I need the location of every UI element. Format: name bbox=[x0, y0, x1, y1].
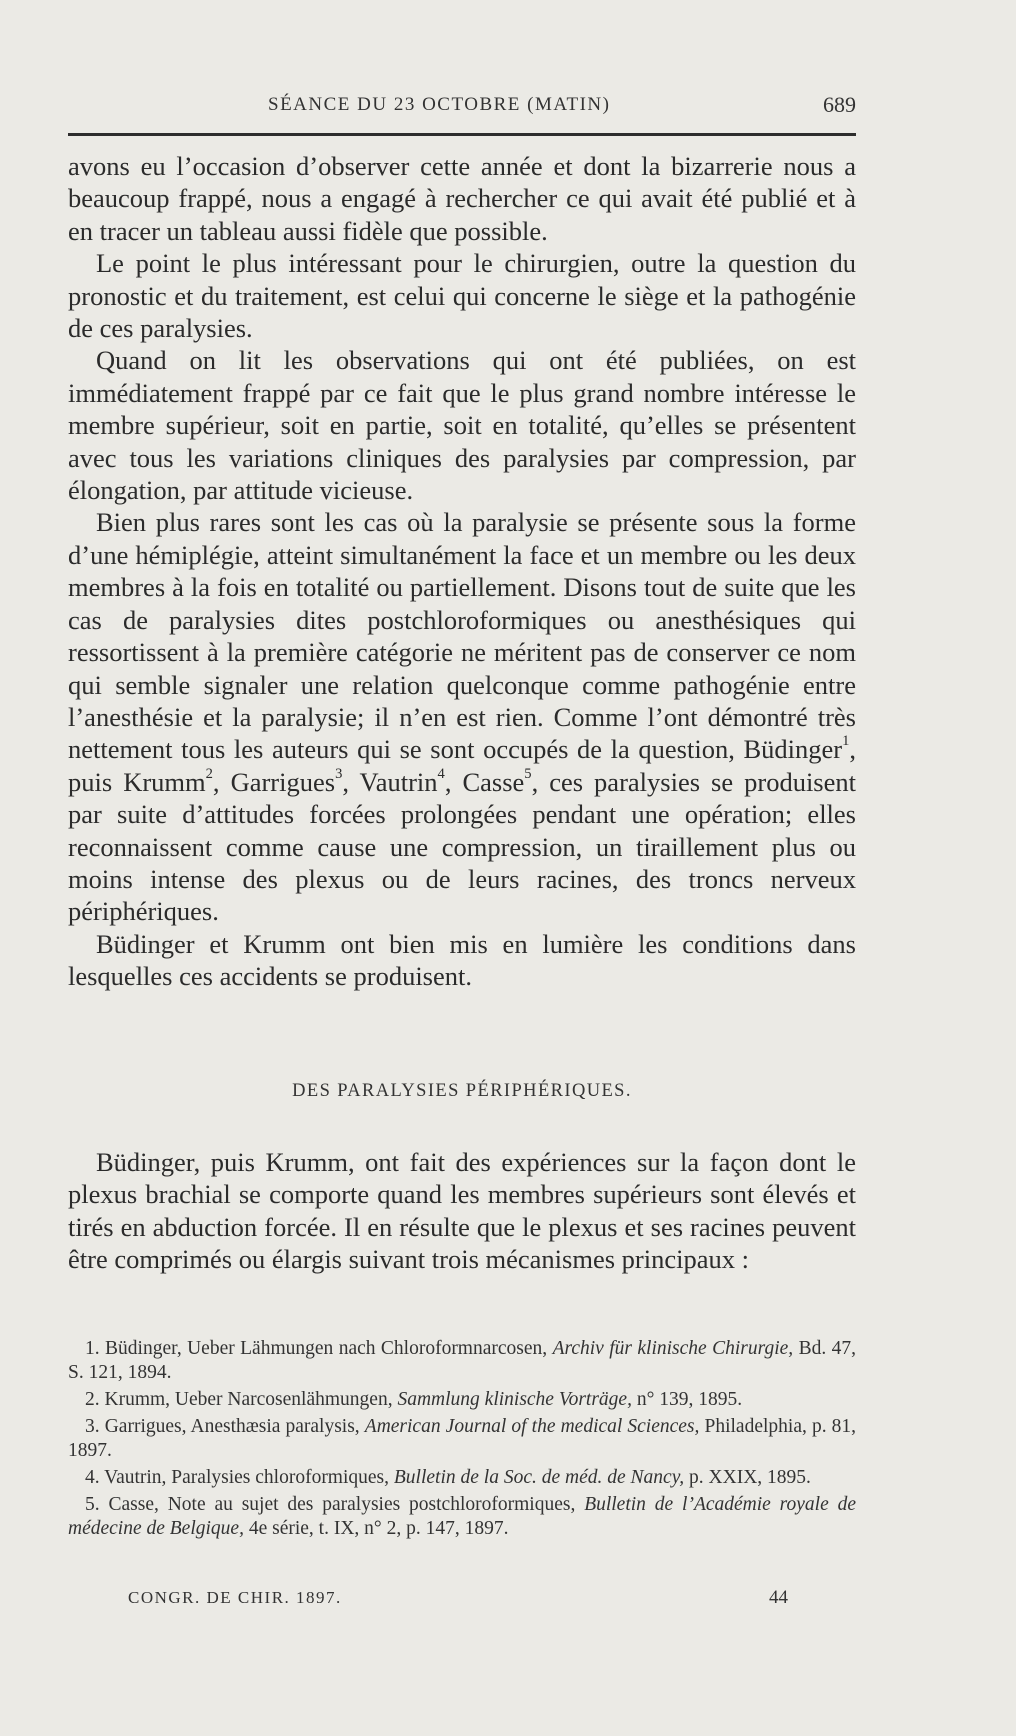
footnote-number: 5. bbox=[85, 1494, 100, 1515]
header-rule bbox=[68, 133, 856, 136]
running-header bbox=[68, 90, 856, 124]
signature-mark: CONGR. DE CHIR. 1897. bbox=[128, 1588, 342, 1607]
footnote-details: n° 139, 1895. bbox=[636, 1389, 743, 1410]
footnote-details: p. XXIX, 1895. bbox=[689, 1467, 811, 1488]
footnote-text: Garrigues, Anesthæsia paralysis, bbox=[104, 1416, 360, 1437]
footnote-details: Bd. 47, S. 121, 1894. bbox=[68, 1338, 856, 1383]
footnote bbox=[68, 1388, 856, 1412]
page-footer bbox=[128, 1588, 788, 1616]
author-ref: Krumm bbox=[123, 766, 206, 797]
main-text bbox=[68, 150, 856, 993]
footnote-number: 2. bbox=[85, 1389, 100, 1410]
ref-separator: , bbox=[212, 766, 231, 797]
footnote-number: 3. bbox=[85, 1416, 100, 1437]
section-text bbox=[68, 1146, 856, 1276]
footnote-source: Sammlung klinische Vorträge, bbox=[397, 1389, 632, 1410]
footnote-details: Philadelphia, p. 81, 1897. bbox=[68, 1416, 857, 1461]
paragraph-with-references bbox=[68, 506, 856, 927]
paragraph: avons eu l’occasion d’observer cette année et dont la bizarrerie nous a beaucoup frappé, nous a engagé à rechercher ce qui avait été publié et à en tracer un tableau aussi fidèle que possible. bbox=[68, 151, 856, 246]
footnote-text: Büdinger, Ueber Lähmungen nach Chloroformnarcosen, bbox=[105, 1338, 548, 1359]
sheet-number: 44 bbox=[769, 1587, 788, 1608]
paragraph: Büdinger et Krumm ont bien mis en lumière les conditions dans lesquelles ces accidents se produisent. bbox=[68, 928, 856, 992]
footnote-source: American Journal of the medical Sciences, bbox=[364, 1416, 700, 1437]
footnote-text: Casse, Note au sujet des paralysies postchloroformiques, bbox=[108, 1494, 576, 1515]
footnote bbox=[68, 1415, 856, 1463]
footnote bbox=[68, 1337, 856, 1385]
footnote-marker: 2 bbox=[205, 765, 213, 782]
paragraph: Le point le plus intéressant pour le chirurgien, outre la question du pronostic et du traitement, est celui qui concerne le siège et la pathogénie de ces paralysies. bbox=[68, 248, 856, 344]
paragraph: Quand on lit les observations qui ont été publiées, on est immédiatement frappé par ce fait que le plus grand nombre intéresse le membre supérieur, soit en partie, soit en totalité, qu’elles se présentent avec tous les variations cliniques des paralysies par compression, par élongation, par attitude vicieuse. bbox=[68, 345, 856, 506]
footnote-number: 1. bbox=[85, 1338, 100, 1359]
footnote-marker: 5 bbox=[524, 765, 532, 782]
footnote-text: Vautrin, Paralysies chloroformiques, bbox=[104, 1467, 390, 1488]
footnote-number: 4. bbox=[85, 1467, 100, 1488]
footnote bbox=[68, 1466, 856, 1490]
running-title: SÉANCE DU 23 OCTOBRE (MATIN) bbox=[268, 94, 611, 115]
ref-separator: , bbox=[342, 766, 360, 797]
footnote-source: Archiv für klinische Chirurgie, bbox=[552, 1338, 794, 1359]
ref-separator: , bbox=[444, 766, 463, 797]
author-ref: Garrigues bbox=[230, 766, 336, 797]
footnote-details: 4e série, t. IX, n° 2, p. 147, 1897. bbox=[248, 1518, 509, 1539]
author-ref: Büdinger bbox=[743, 734, 843, 765]
author-ref: Vautrin bbox=[359, 766, 438, 797]
footnote-marker: 4 bbox=[437, 765, 445, 782]
footnote-text: Krumm, Ueber Narcosenlähmungen, bbox=[104, 1389, 393, 1410]
footnote-source: Bulletin de la Soc. de méd. de Nancy, bbox=[393, 1467, 685, 1488]
author-ref: Casse bbox=[462, 766, 525, 797]
section-heading: DES PARALYSIES PÉRIPHÉRIQUES. bbox=[292, 1081, 632, 1101]
paragraph-text: Bien plus rares sont les cas où la paralysie se présente sous la forme d’une hémiplégie, atteint simultanément la face et un membre ou les deux membres à la fois en totalité ou partiellement. Disons tout de suite que les cas de paralysies dites postchloroformiques ou anesthésiques qui ressortissent à la première catégorie ne méritent pas de conserver ce nom qui semble signaler une relation quelconque comme pathogénie entre l’anesthésie et la paralysie; il n’en est rien. Comme l’ont démontré très nettement tous les auteurs qui se sont occupés de la question, bbox=[68, 507, 856, 765]
footnote bbox=[68, 1493, 856, 1541]
ref-separator: , puis bbox=[68, 734, 856, 797]
footnotes bbox=[68, 1337, 856, 1544]
footnote-marker: 1 bbox=[842, 733, 850, 750]
footnote-source: Bulletin de l’Académie royale de médecine de Belgique, bbox=[68, 1494, 857, 1539]
footnote-marker: 3 bbox=[335, 765, 343, 782]
paragraph-text: , ces paralysies se produisent par suite d’attitudes forcées prolongées pendant une opération; elles reconnaissent comme cause une compression, un tiraillement plus ou moins intense des plexus ou de leurs racines, des troncs nerveux périphériques. bbox=[68, 766, 856, 927]
paragraph: Büdinger, puis Krumm, ont fait des expériences sur la façon dont le plexus brachial se comporte quand les membres supérieurs sont élevés et tirés en abduction forcée. Il en résulte que le plexus et ses racines peuvent être comprimés ou élargis suivant trois mécanismes principaux : bbox=[68, 1147, 856, 1275]
page-number: 689 bbox=[823, 92, 856, 117]
